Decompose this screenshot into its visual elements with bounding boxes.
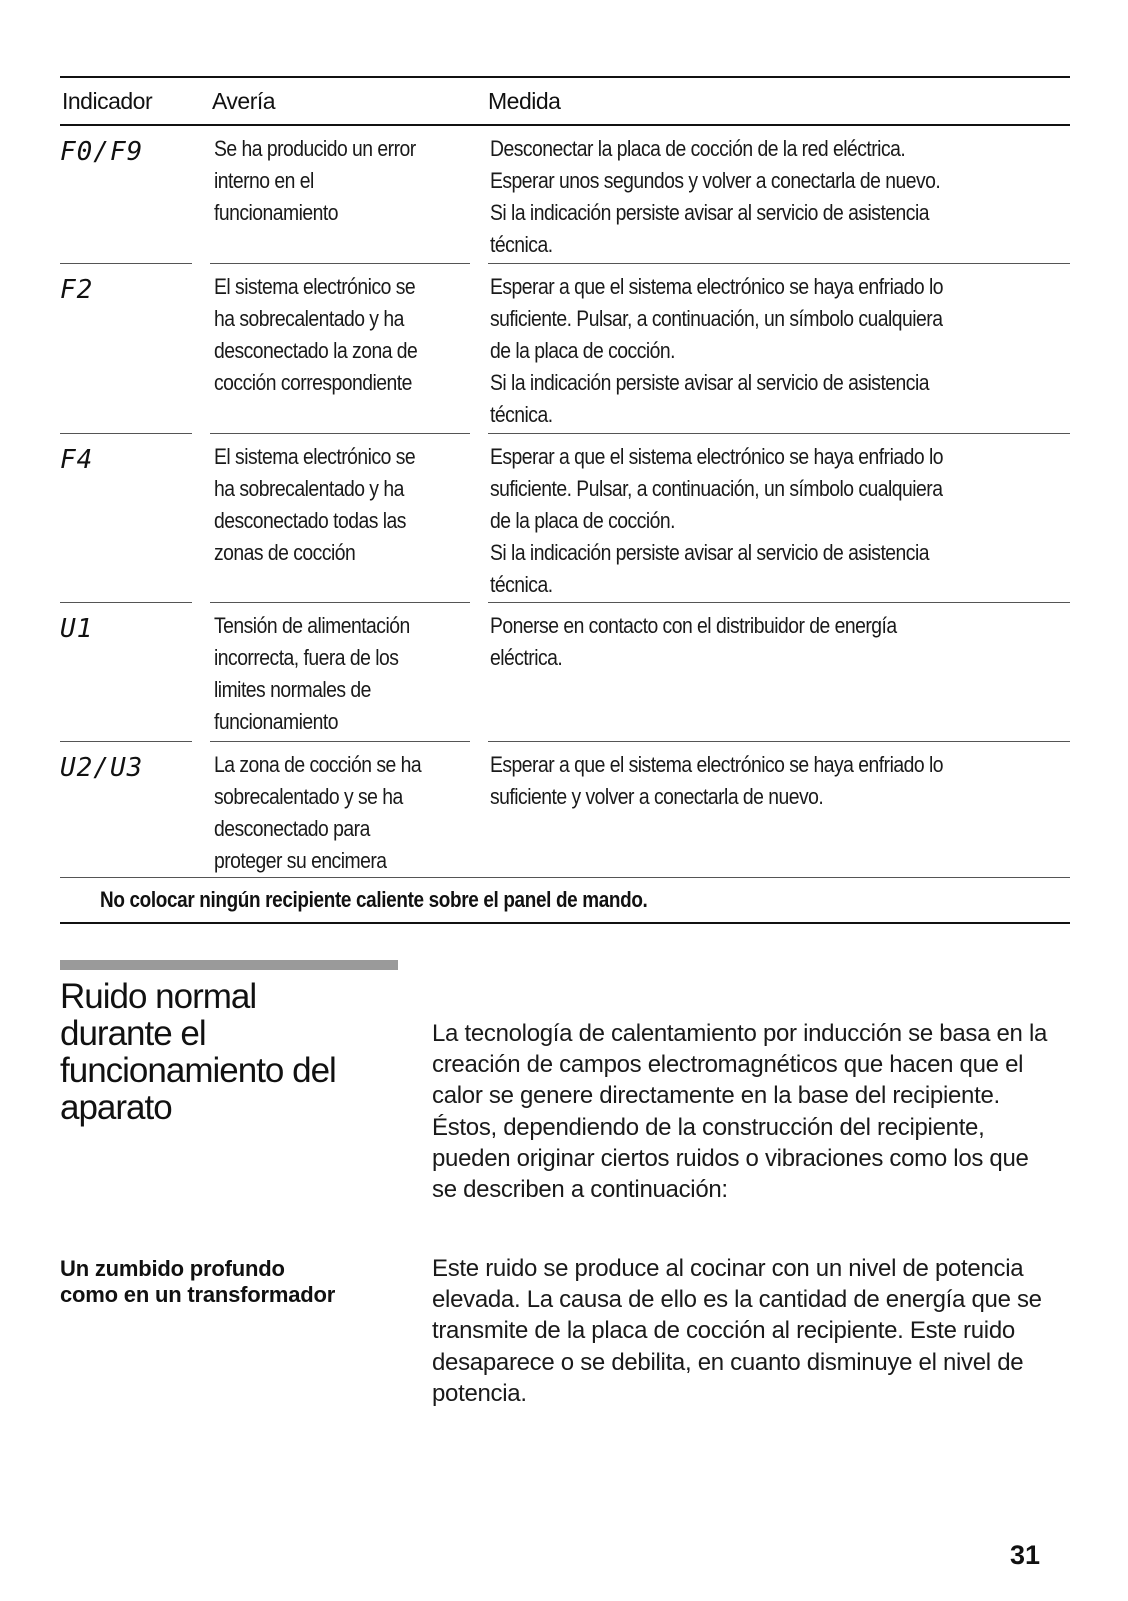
fault-description: Tensión de alimentación incorrecta, fuera de los limites normales de funcionamiento bbox=[214, 613, 410, 734]
action-description: Esperar a que el sistema electrónico se haya enfriado lo suficiente. Pulsar, a continuación, un símbolo cualquiera de la placa de cocción. Si la indicación persiste avisar al servicio de asistencia técnica. bbox=[490, 444, 943, 597]
header-action: Medida bbox=[488, 88, 561, 114]
page-number: 31 bbox=[1009, 1540, 1040, 1570]
fault-description: La zona de cocción se ha sobrecalentado y se ha desconectado para proteger su encimera bbox=[214, 752, 422, 873]
error-code: F2 bbox=[60, 275, 94, 305]
subheading: Un zumbido profundo como en un transformador bbox=[60, 1256, 336, 1307]
header-indicator: Indicador bbox=[62, 88, 153, 114]
section-title: Ruido normal durante el funcionamiento del aparato bbox=[60, 977, 336, 1127]
subheading-paragraph: Este ruido se produce al cocinar con un nivel de potencia elevada. La causa de ello es la cantidad de energía que se transmite de la placa de cocción al recipiente. Este ruido desaparece o se debilita, en cuanto disminuye el nivel de potencia. bbox=[432, 1255, 1042, 1407]
section-divider-bar bbox=[60, 960, 398, 970]
fault-description: Se ha producido un error interno en el funcionamiento bbox=[214, 136, 416, 225]
fault-description: El sistema electrónico se ha sobrecalentado y ha desconectado todas las zonas de cocción bbox=[214, 444, 416, 565]
header-fault: Avería bbox=[212, 88, 276, 114]
table-header bbox=[60, 78, 1070, 126]
table-row bbox=[60, 742, 1070, 881]
table-row bbox=[60, 264, 1070, 434]
error-code: F0/F9 bbox=[60, 137, 144, 167]
error-code: U1 bbox=[60, 614, 94, 644]
error-code: F4 bbox=[60, 445, 94, 475]
warning-notice bbox=[60, 877, 1070, 924]
error-codes-table bbox=[60, 76, 1070, 881]
table-row bbox=[60, 126, 1070, 264]
action-description: Esperar a que el sistema electrónico se haya enfriado lo suficiente y volver a conectarla de nuevo. bbox=[490, 752, 943, 809]
intro-paragraph: La tecnología de calentamiento por inducción se basa en la creación de campos electromagnéticos que hacen que el calor se genere directamente en la base del recipiente. Éstos, dependiendo de la construcción del recipiente, pueden originar ciertos ruidos o vibraciones como los que se describen a continuación: bbox=[432, 1020, 1048, 1204]
warning-text: No colocar ningún recipiente caliente sobre el panel de mando. bbox=[100, 887, 648, 912]
table-row bbox=[60, 603, 1070, 742]
error-code: U2/U3 bbox=[60, 753, 144, 783]
fault-description: El sistema electrónico se ha sobrecalentado y ha desconectado la zona de cocción correspondiente bbox=[214, 274, 418, 395]
action-description: Esperar a que el sistema electrónico se haya enfriado lo suficiente. Pulsar, a continuación, un símbolo cualquiera de la placa de cocción. Si la indicación persiste avisar al servicio de asistencia técnica. bbox=[490, 274, 943, 427]
action-description: Ponerse en contacto con el distribuidor de energía eléctrica. bbox=[490, 613, 897, 670]
table-row bbox=[60, 434, 1070, 603]
action-description: Desconectar la placa de cocción de la red eléctrica. Esperar unos segundos y volver a conectarla de nuevo. Si la indicación persiste avisar al servicio de asistencia técnica. bbox=[490, 136, 941, 257]
